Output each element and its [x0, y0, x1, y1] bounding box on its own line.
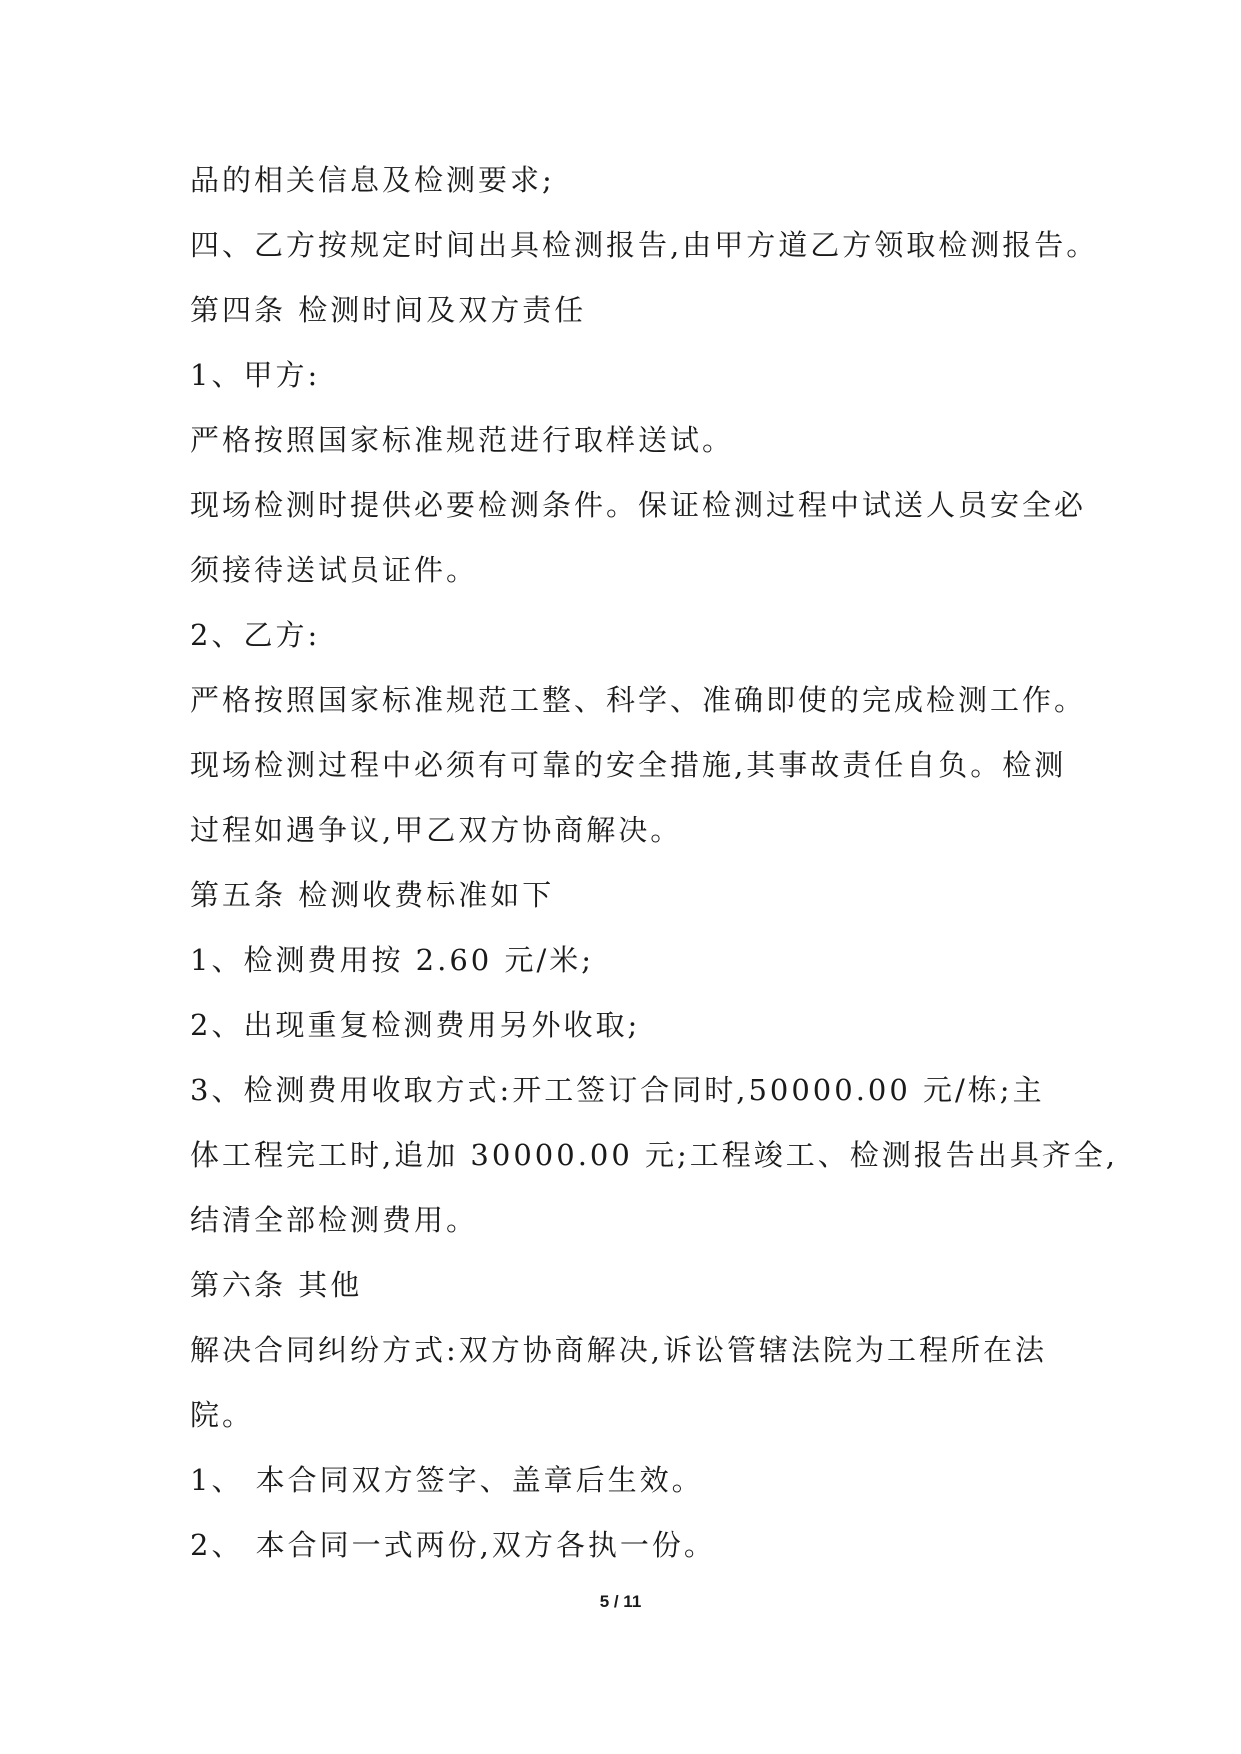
text-line: 1、 本合同双方签字、盖章后生效。 — [190, 1463, 704, 1497]
text-line: 2、 本合同一式两份,双方各执一份。 — [190, 1528, 716, 1562]
text-line: 现场检测过程中必须有可靠的安全措施,其事故责任自负。检测 — [190, 748, 1067, 782]
text-line: 解决合同纠纷方式:双方协商解决,诉讼管辖法院为工程所在法 — [190, 1333, 1047, 1367]
section-heading: 第六条 其他 — [190, 1268, 363, 1302]
text-line: 体工程完工时,追加 30000.00 元;工程竣工、检测报告出具齐全, — [190, 1138, 1119, 1172]
text-line: 3、检测费用收取方式:开工签订合同时,50000.00 元/栋;主 — [190, 1073, 1045, 1107]
document-body — [190, 148, 1119, 1578]
text-line: 1、甲方: — [190, 358, 321, 392]
text-line: 现场检测时提供必要检测条件。保证检测过程中试送人员安全必 — [190, 488, 1087, 522]
text-line: 严格按照国家标准规范工整、科学、准确即使的完成检测工作。 — [190, 683, 1087, 717]
page-number: 5 / 11 — [599, 1592, 642, 1611]
text-line: 严格按照国家标准规范进行取样送试。 — [190, 423, 735, 457]
text-line: 品的相关信息及检测要求; — [190, 163, 555, 197]
text-line: 过程如遇争议,甲乙双方协商解决。 — [190, 813, 683, 847]
text-line: 2、出现重复检测费用另外收取; — [190, 1008, 641, 1042]
section-heading: 第四条 检测时间及双方责任 — [190, 293, 587, 327]
text-line: 2、乙方: — [190, 618, 321, 652]
text-line: 1、检测费用按 2.60 元/米; — [190, 943, 594, 977]
text-line: 院。 — [190, 1398, 255, 1432]
section-heading: 第五条 检测收费标准如下 — [190, 878, 555, 912]
text-line: 须接待送试员证件。 — [190, 553, 479, 587]
text-line: 四、乙方按规定时间出具检测报告,由甲方道乙方领取检测报告。 — [190, 228, 1099, 262]
text-line: 结清全部检测费用。 — [190, 1203, 479, 1237]
